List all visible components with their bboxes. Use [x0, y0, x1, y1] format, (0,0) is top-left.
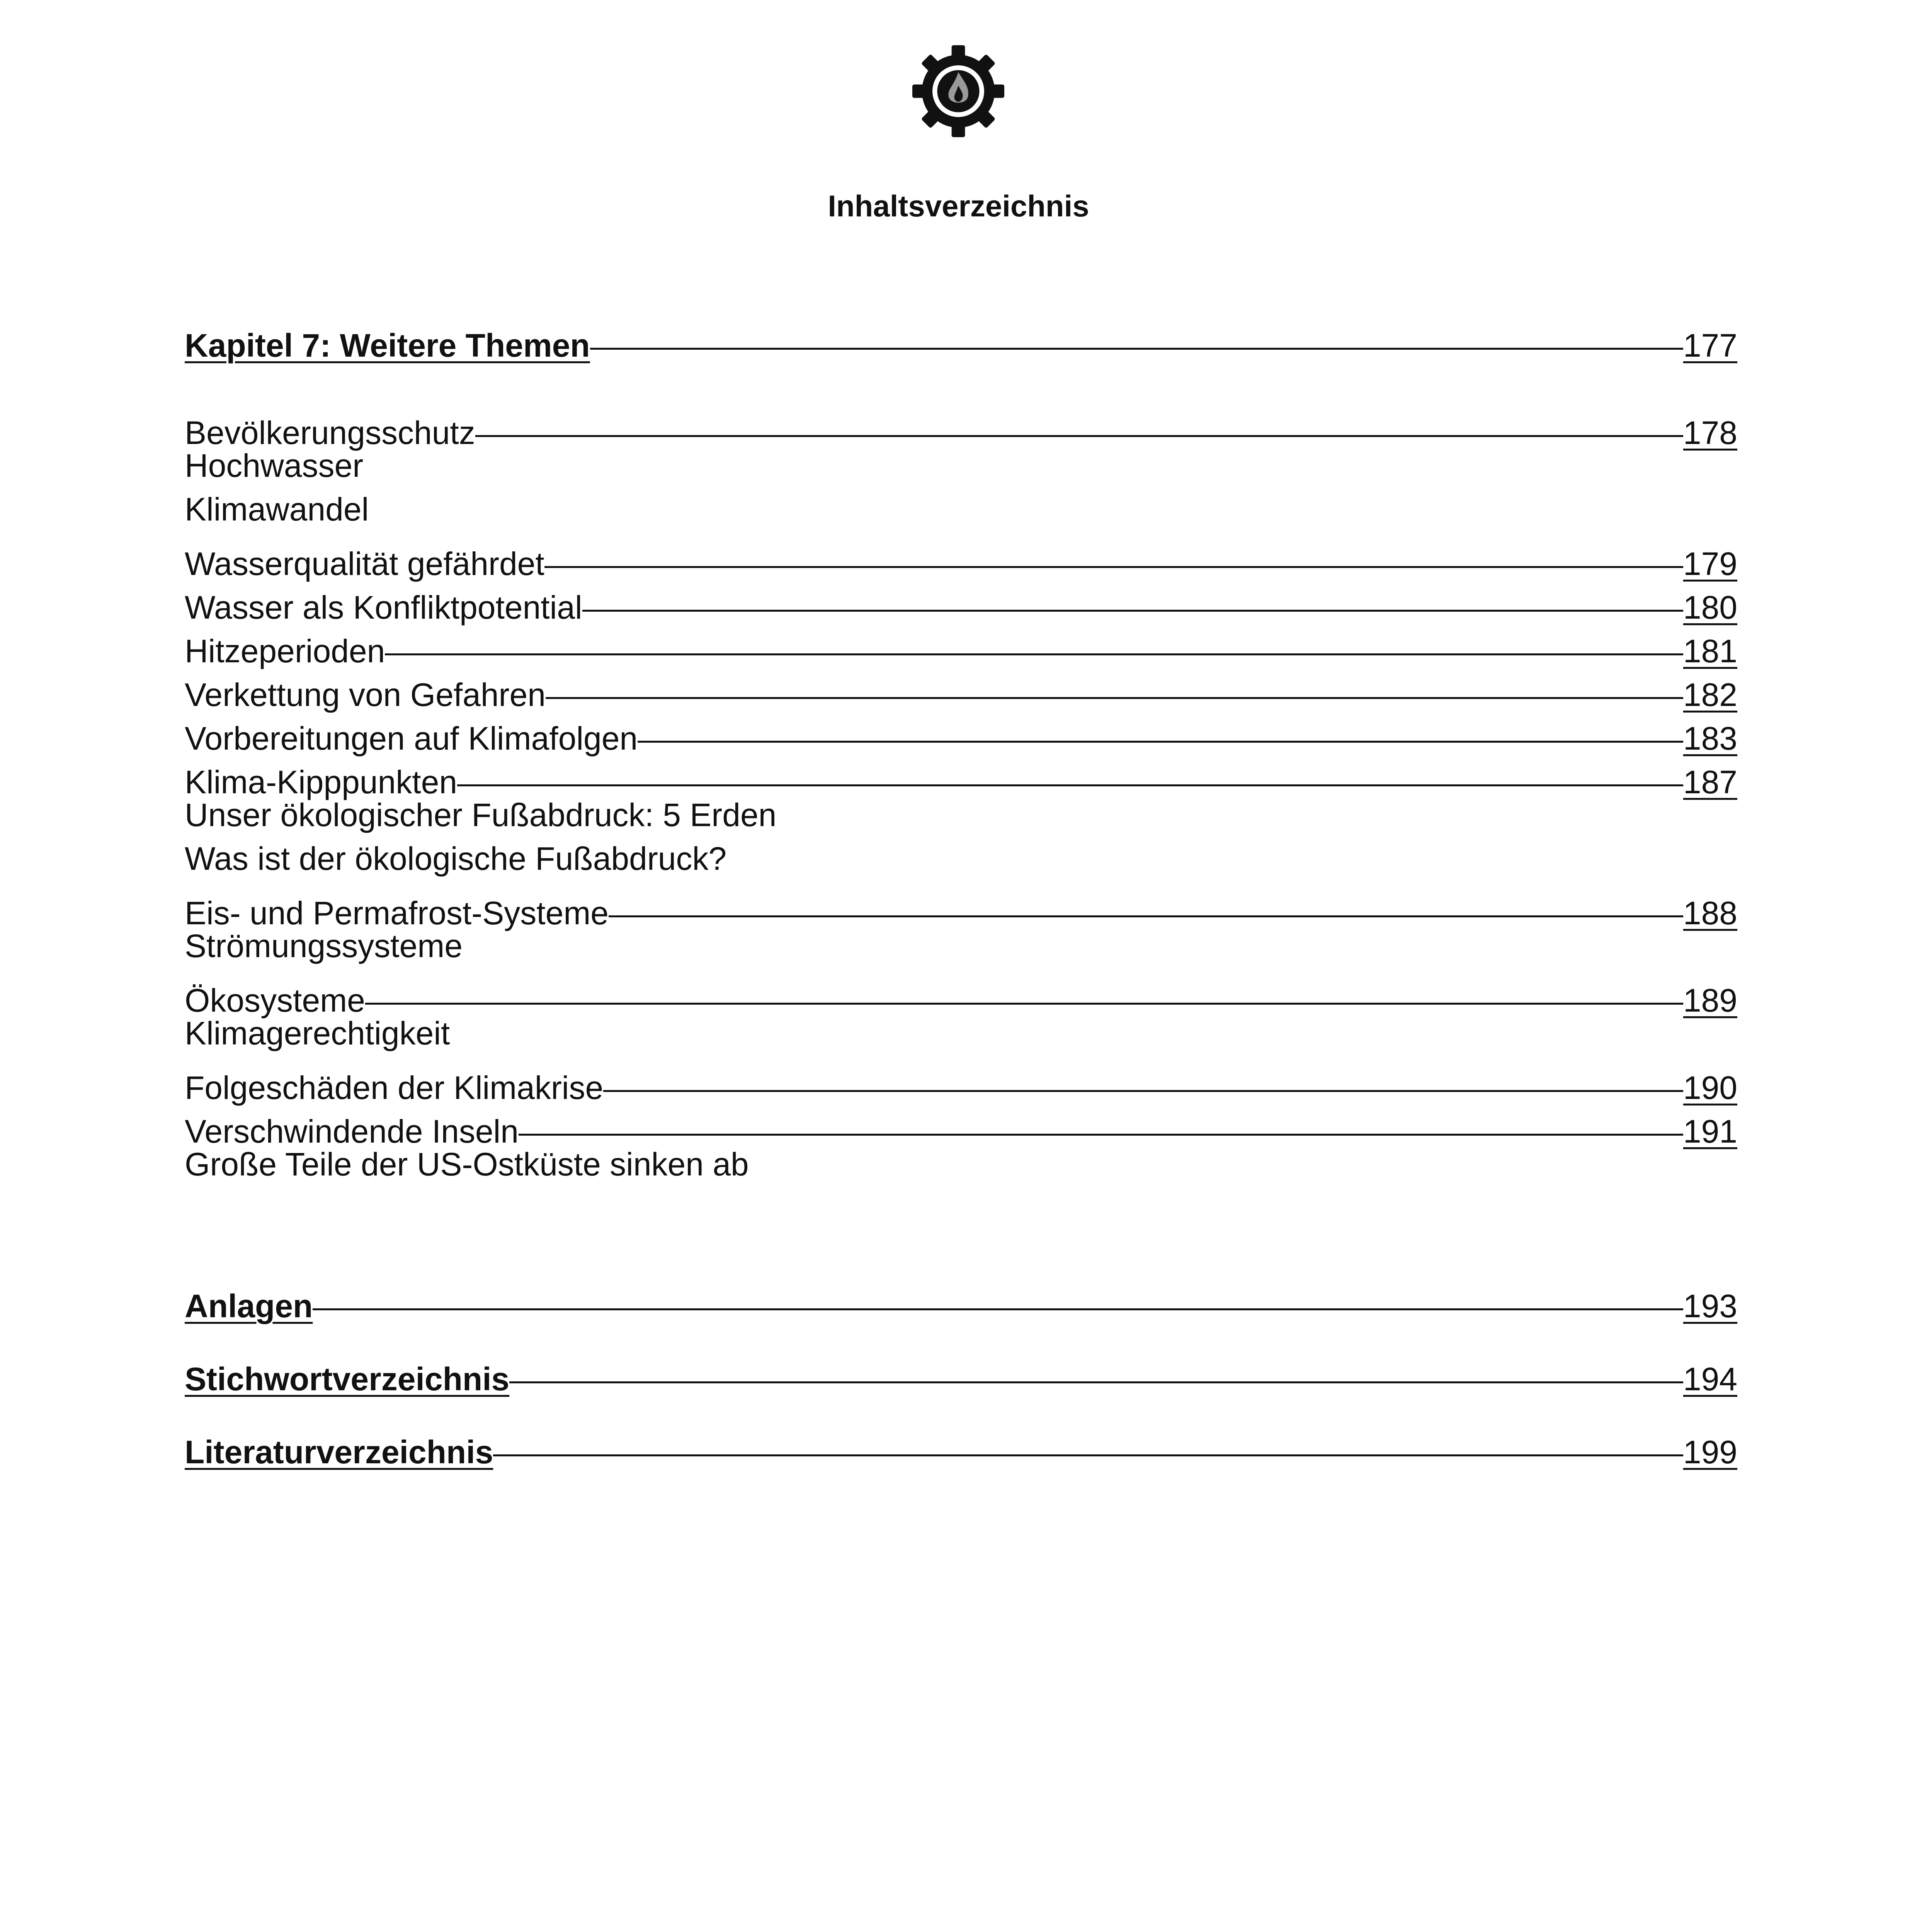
toc-page-number: 193	[1683, 1288, 1737, 1324]
toc-entry[interactable]	[185, 924, 1737, 968]
gear-flame-icon	[910, 43, 1006, 139]
toc-entry-label: Verschwindende Inseln	[185, 1113, 519, 1150]
toc-entry-label: Klima-Kipppunkten	[185, 764, 458, 800]
spacer	[185, 1317, 1737, 1347]
toc-leader-line	[590, 313, 1683, 357]
toc-page-number: 187	[1683, 764, 1737, 800]
toc-entry[interactable]	[185, 706, 1737, 757]
toc-entry[interactable]	[185, 531, 1737, 582]
toc-leader-line	[609, 881, 1683, 924]
toc-page-number: 189	[1683, 982, 1737, 1019]
toc-entry-label: Literaturverzeichnis	[185, 1434, 493, 1470]
toc-leader-line	[313, 1274, 1683, 1317]
toc-entries	[185, 400, 1737, 1186]
toc-chapter-heading[interactable]	[185, 313, 1737, 364]
toc-section-heading[interactable]	[185, 1274, 1737, 1324]
toc-entry-label: Bevölkerungsschutz	[185, 415, 475, 451]
toc-entry[interactable]	[185, 837, 1737, 881]
toc-leader-line	[519, 1099, 1683, 1143]
toc-leader-line	[603, 1055, 1683, 1099]
toc-page-number: 182	[1683, 677, 1737, 713]
toc-page-number: 194	[1683, 1361, 1737, 1397]
toc-page-number: 180	[1683, 589, 1737, 626]
toc-chapter-label: Kapitel 7: Weitere Themen	[185, 327, 590, 364]
toc-entry-label: Was ist der ökologische Fußabdruck?	[185, 840, 727, 877]
table-of-contents	[185, 313, 1737, 1470]
toc-entry-label: Klimawandel	[185, 491, 369, 527]
toc-section-heading[interactable]	[185, 1420, 1737, 1470]
toc-entry-label: Wasserqualität gefährdet	[185, 546, 544, 582]
toc-leader-line	[509, 1347, 1683, 1390]
toc-entry[interactable]	[185, 968, 1737, 1019]
toc-leader-line	[544, 531, 1683, 575]
toc-leader-line	[546, 662, 1683, 706]
toc-entry-label: Eis- und Permafrost-Systeme	[185, 895, 609, 931]
toc-entry[interactable]	[185, 1012, 1737, 1055]
toc-entry-label: Verkettung von Gefahren	[185, 677, 546, 713]
toc-entry[interactable]	[185, 488, 1737, 531]
toc-page-number: 177	[1683, 327, 1737, 364]
toc-entry-label: Große Teile der US-Ostküste sinken ab	[185, 1146, 749, 1182]
toc-entry-label: Vorbereitungen auf Klimafolgen	[185, 720, 638, 757]
toc-page-number: 181	[1683, 633, 1737, 669]
toc-page-number: 178	[1683, 415, 1737, 451]
toc-entry-label: Stichwortverzeichnis	[185, 1361, 510, 1397]
toc-leader-line	[365, 968, 1683, 1012]
toc-entry[interactable]	[185, 793, 1737, 837]
toc-entry-label: Unser ökologischer Fußabdruck: 5 Erden	[185, 797, 777, 833]
toc-entry[interactable]	[185, 750, 1737, 800]
toc-leader-line	[582, 575, 1683, 619]
toc-page-number: 190	[1683, 1070, 1737, 1106]
toc-entry[interactable]	[185, 619, 1737, 669]
toc-entry[interactable]	[185, 400, 1737, 451]
toc-page-number: 188	[1683, 895, 1737, 931]
toc-page-number: 191	[1683, 1113, 1737, 1150]
toc-entry-label: Wasser als Konfliktpotential	[185, 589, 582, 626]
toc-page-number: 183	[1683, 720, 1737, 757]
toc-entry-label: Strömungssysteme	[185, 928, 463, 964]
toc-entry[interactable]	[185, 444, 1737, 488]
toc-leader-line	[493, 1420, 1683, 1463]
toc-entry-label: Anlagen	[185, 1288, 313, 1324]
spacer	[185, 1186, 1737, 1274]
toc-entry-label: Ökosysteme	[185, 982, 365, 1019]
toc-entry[interactable]	[185, 662, 1737, 713]
toc-entry-label: Folgeschäden der Klimakrise	[185, 1070, 604, 1106]
toc-entry-label: Klimagerechtigkeit	[185, 1015, 450, 1051]
toc-entry[interactable]	[185, 1143, 1737, 1186]
toc-entry[interactable]	[185, 575, 1737, 626]
toc-entry[interactable]	[185, 1099, 1737, 1150]
toc-entry-label: Hitzeperioden	[185, 633, 385, 669]
toc-page-number: 199	[1683, 1434, 1737, 1470]
toc-entry-label: Hochwasser	[185, 447, 364, 484]
toc-page-number: 179	[1683, 546, 1737, 582]
toc-leader-line	[475, 400, 1683, 444]
toc-entry[interactable]	[185, 1055, 1737, 1106]
toc-entry[interactable]	[185, 881, 1737, 931]
toc-section-heading[interactable]	[185, 1347, 1737, 1397]
toc-leader-line	[457, 750, 1683, 793]
toc-appendix	[185, 1274, 1737, 1470]
toc-leader-line	[385, 619, 1683, 662]
page-title: Inhaltsverzeichnis	[828, 189, 1089, 223]
toc-leader-line	[638, 706, 1683, 750]
